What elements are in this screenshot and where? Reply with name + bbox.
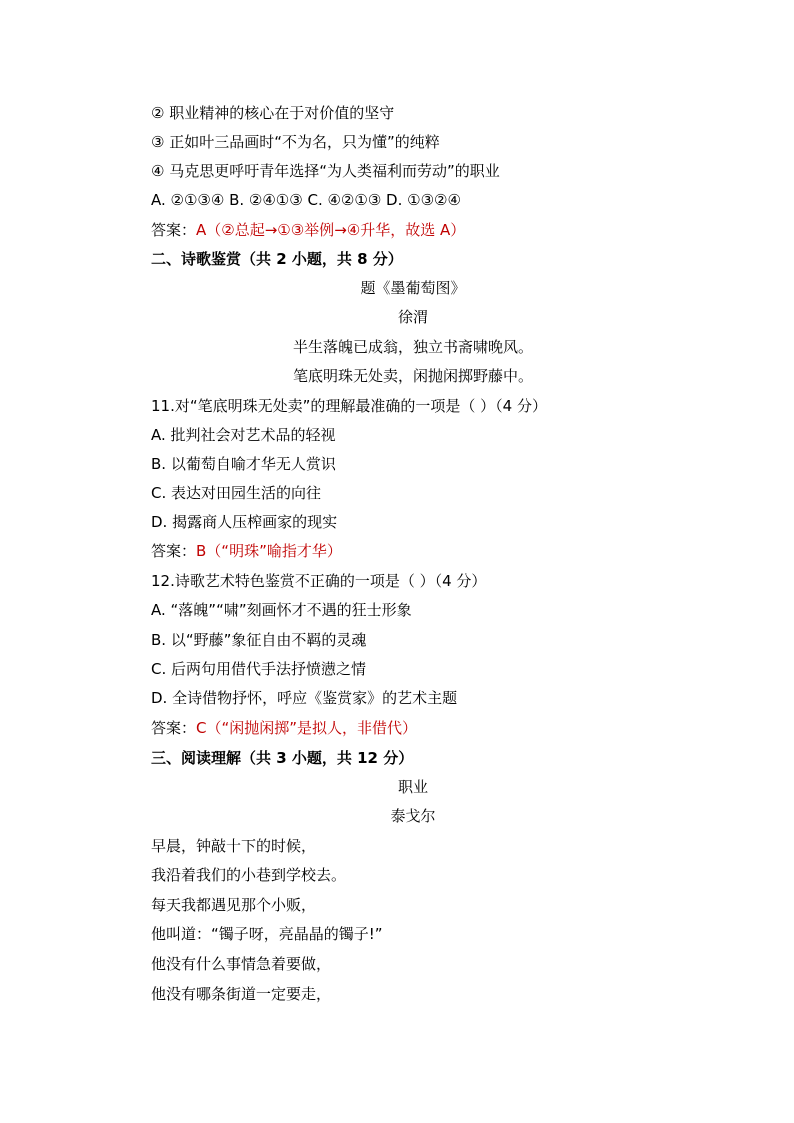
- answer-q12: [151, 714, 751, 743]
- answer-value: A（②总起→①③举例→④升华，故选 A）: [196, 221, 466, 239]
- question-11-option-b: B. 以葡萄自喻才华无人赏识: [151, 455, 336, 473]
- reading-line-3: 每天我都遇见那个小贩，: [151, 896, 317, 914]
- answer-label: 答案：: [151, 221, 197, 239]
- poem-author: 徐渭: [397, 308, 428, 326]
- question-12-option-b: B. 以“野藤”象征自由不羁的灵魂: [151, 631, 367, 649]
- question-11-option-a: A. 批判社会对艺术品的轻视: [151, 426, 336, 444]
- reading-author: 泰戈尔: [390, 807, 436, 825]
- answer-value: B（“明珠”喻指才华）: [196, 542, 342, 560]
- poem-line-2: 笔底明珠无处卖，闲抛闲掷野藤中。: [292, 367, 533, 385]
- option-item-4: ④ 马克思更呼吁青年选择“为人类福利而劳动”的职业: [151, 162, 500, 180]
- question-12-option-c: C. 后两句用借代手法抒愤懑之情: [151, 660, 367, 678]
- answer-label: 答案：: [151, 719, 197, 737]
- section-heading-poetry: 二、诗歌鉴赏（共 2 小题，共 8 分）: [151, 250, 403, 268]
- question-11-stem: 11.对“笔底明珠无处卖”的理解最准确的一项是（ ）（4 分）: [151, 397, 547, 415]
- question-12-option-d: D. 全诗借物抒怀，呼应《鉴赏家》的艺术主题: [151, 689, 458, 707]
- section-heading-reading: 三、阅读理解（共 3 小题，共 12 分）: [151, 749, 414, 767]
- reading-line-1: 早晨，钟敲十下的时候，: [151, 837, 317, 855]
- reading-title: 职业: [397, 778, 428, 796]
- choice-options: A. ②①③④ B. ②④①③ C. ④②①③ D. ①③②④: [151, 191, 461, 209]
- reading-line-6: 他没有哪条街道一定要走，: [151, 985, 332, 1003]
- option-item-3: ③ 正如叶三品画时“不为名，只为懂”的纯粹: [151, 133, 440, 151]
- reading-line-2: 我沿着我们的小巷到学校去。: [151, 866, 347, 884]
- answer-label: 答案：: [151, 542, 197, 560]
- question-11-option-d: D. 揭露商人压榨画家的现实: [151, 513, 338, 531]
- poem-line-1: 半生落魄已成翁，独立书斋啸晚风。: [292, 338, 533, 356]
- question-12-option-a: A. “落魄”“啸”刻画怀才不遇的狂士形象: [151, 601, 412, 619]
- answer-q10: [151, 216, 751, 245]
- question-12-stem: 12.诗歌艺术特色鉴赏不正确的一项是（ ）（4 分）: [151, 572, 487, 590]
- reading-line-5: 他没有什么事情急着要做，: [151, 955, 332, 973]
- question-11-option-c: C. 表达对田园生活的向往: [151, 484, 322, 502]
- poem-title: 题《墨葡萄图》: [360, 279, 466, 297]
- answer-value: C（“闲抛闲掷”是拟人，非借代）: [196, 719, 418, 737]
- reading-line-4: 他叫道：“镯子呀，亮晶晶的镯子!”: [151, 925, 383, 943]
- answer-q11: [151, 537, 751, 566]
- option-item-2: ② 职业精神的核心在于对价值的坚守: [151, 104, 395, 122]
